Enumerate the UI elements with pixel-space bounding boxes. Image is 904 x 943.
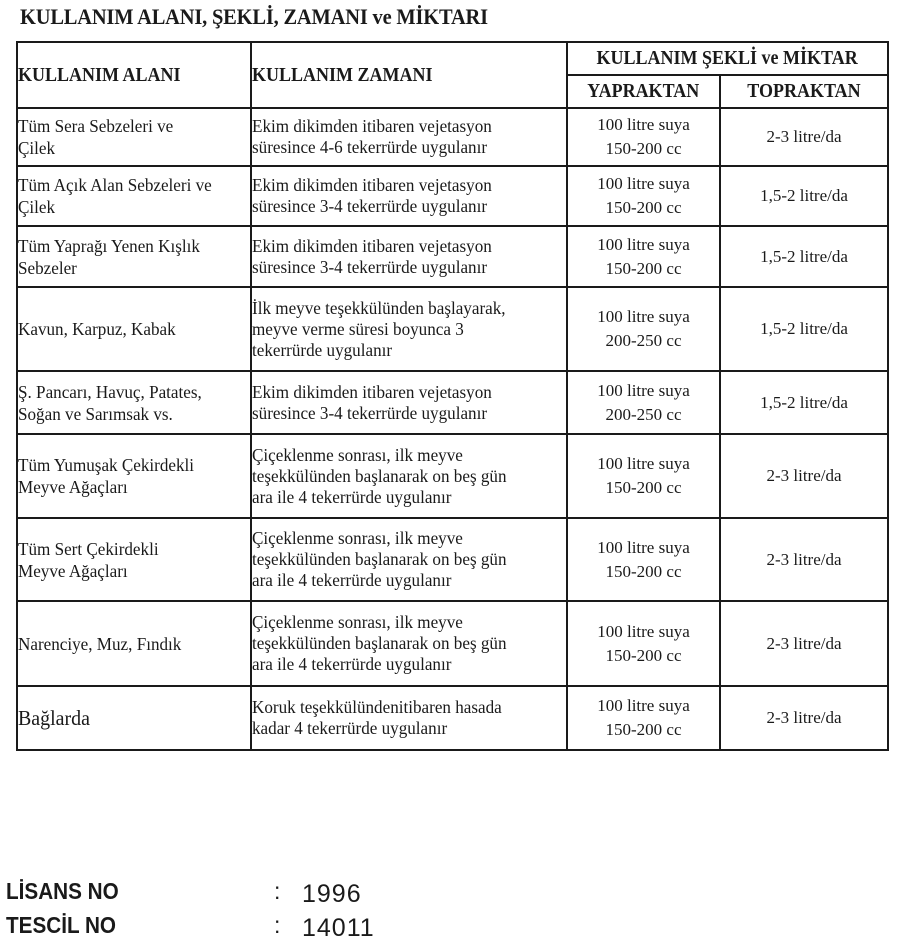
- table-row: [17, 108, 888, 166]
- license-label: LİSANS NO: [6, 878, 119, 904]
- header-foliar: YAPRAKTAN: [567, 75, 720, 108]
- registration-value: 14011: [302, 914, 375, 942]
- cell-usage-time: İlk meyve teşekkülünden başlayarak, meyve verme süresi boyunca 3 tekerrürde uygulanır: [251, 287, 567, 371]
- cell-soil-dose: 2-3 litre/da: [720, 518, 888, 601]
- cell-soil-dose: 1,5-2 litre/da: [720, 371, 888, 434]
- cell-foliar-dose: 100 litre suya 150-200 cc: [567, 226, 720, 287]
- cell-usage-area: Kavun, Karpuz, Kabak: [17, 287, 251, 371]
- license-separator: :: [274, 878, 281, 904]
- cell-soil-dose: 2-3 litre/da: [720, 108, 888, 166]
- cell-usage-time: Ekim dikimden itibaren vejetasyon süresince 4-6 tekerrürde uygulanır: [251, 108, 567, 166]
- cell-usage-area: Narenciye, Muz, Fındık: [17, 601, 251, 686]
- usage-table: [16, 41, 889, 751]
- cell-foliar-dose: 100 litre suya 150-200 cc: [567, 686, 720, 750]
- cell-foliar-dose: 100 litre suya 150-200 cc: [567, 434, 720, 518]
- cell-usage-area: Tüm Sera Sebzeleri ve Çilek: [17, 108, 251, 166]
- table-row: [17, 518, 888, 601]
- header-usage-area: KULLANIM ALANI: [17, 42, 251, 108]
- table-row: [17, 371, 888, 434]
- cell-usage-time: Ekim dikimden itibaren vejetasyon süresince 3-4 tekerrürde uygulanır: [251, 371, 567, 434]
- cell-usage-time: Çiçeklenme sonrası, ilk meyve teşekkülünden başlanarak on beş gün ara ile 4 tekerrürde uygulanır: [251, 601, 567, 686]
- cell-usage-area: Tüm Yumuşak Çekirdekli Meyve Ağaçları: [17, 434, 251, 518]
- cell-foliar-dose: 100 litre suya 150-200 cc: [567, 518, 720, 601]
- cell-usage-area: Bağlarda: [17, 686, 251, 750]
- header-usage-method: KULLANIM ŞEKLİ ve MİKTAR: [567, 42, 888, 75]
- table-row: [17, 166, 888, 226]
- cell-foliar-dose: 100 litre suya 150-200 cc: [567, 601, 720, 686]
- cell-foliar-dose: 100 litre suya 150-200 cc: [567, 166, 720, 226]
- page-title: KULLANIM ALANI, ŞEKLİ, ZAMANI ve MİKTARI: [20, 4, 488, 29]
- header-soil: TOPRAKTAN: [720, 75, 888, 108]
- table-row: [17, 686, 888, 750]
- cell-usage-area: Tüm Açık Alan Sebzeleri ve Çilek: [17, 166, 251, 226]
- cell-soil-dose: 2-3 litre/da: [720, 434, 888, 518]
- cell-usage-area: Tüm Yaprağı Yenen Kışlık Sebzeler: [17, 226, 251, 287]
- cell-foliar-dose: 100 litre suya 200-250 cc: [567, 287, 720, 371]
- cell-usage-time: Koruk teşekkülündenitibaren hasada kadar 4 tekerrürde uygulanır: [251, 686, 567, 750]
- cell-soil-dose: 1,5-2 litre/da: [720, 166, 888, 226]
- license-value: 1996: [302, 880, 362, 908]
- cell-usage-area: Tüm Sert Çekirdekli Meyve Ağaçları: [17, 518, 251, 601]
- table-row: [17, 434, 888, 518]
- table-row: [17, 601, 888, 686]
- registration-label: TESCİL NO: [6, 912, 117, 938]
- cell-foliar-dose: 100 litre suya 200-250 cc: [567, 371, 720, 434]
- cell-soil-dose: 2-3 litre/da: [720, 601, 888, 686]
- cell-soil-dose: 1,5-2 litre/da: [720, 287, 888, 371]
- table-row: [17, 226, 888, 287]
- table-body: [17, 108, 888, 750]
- registration-number: [6, 912, 426, 942]
- registration-separator: :: [274, 912, 281, 938]
- license-number: [6, 878, 426, 908]
- cell-usage-area: Ş. Pancarı, Havuç, Patates, Soğan ve Sarımsak vs.: [17, 371, 251, 434]
- cell-usage-time: Çiçeklenme sonrası, ilk meyve teşekkülünden başlanarak on beş gün ara ile 4 tekerrürde uygulanır: [251, 518, 567, 601]
- cell-soil-dose: 2-3 litre/da: [720, 686, 888, 750]
- cell-usage-time: Ekim dikimden itibaren vejetasyon süresince 3-4 tekerrürde uygulanır: [251, 166, 567, 226]
- cell-soil-dose: 1,5-2 litre/da: [720, 226, 888, 287]
- table-row: [17, 287, 888, 371]
- header-usage-time: KULLANIM ZAMANI: [251, 42, 567, 108]
- cell-usage-time: Ekim dikimden itibaren vejetasyon süresince 3-4 tekerrürde uygulanır: [251, 226, 567, 287]
- cell-foliar-dose: 100 litre suya 150-200 cc: [567, 108, 720, 166]
- cell-usage-time: Çiçeklenme sonrası, ilk meyve teşekkülünden başlanarak on beş gün ara ile 4 tekerrürde uygulanır: [251, 434, 567, 518]
